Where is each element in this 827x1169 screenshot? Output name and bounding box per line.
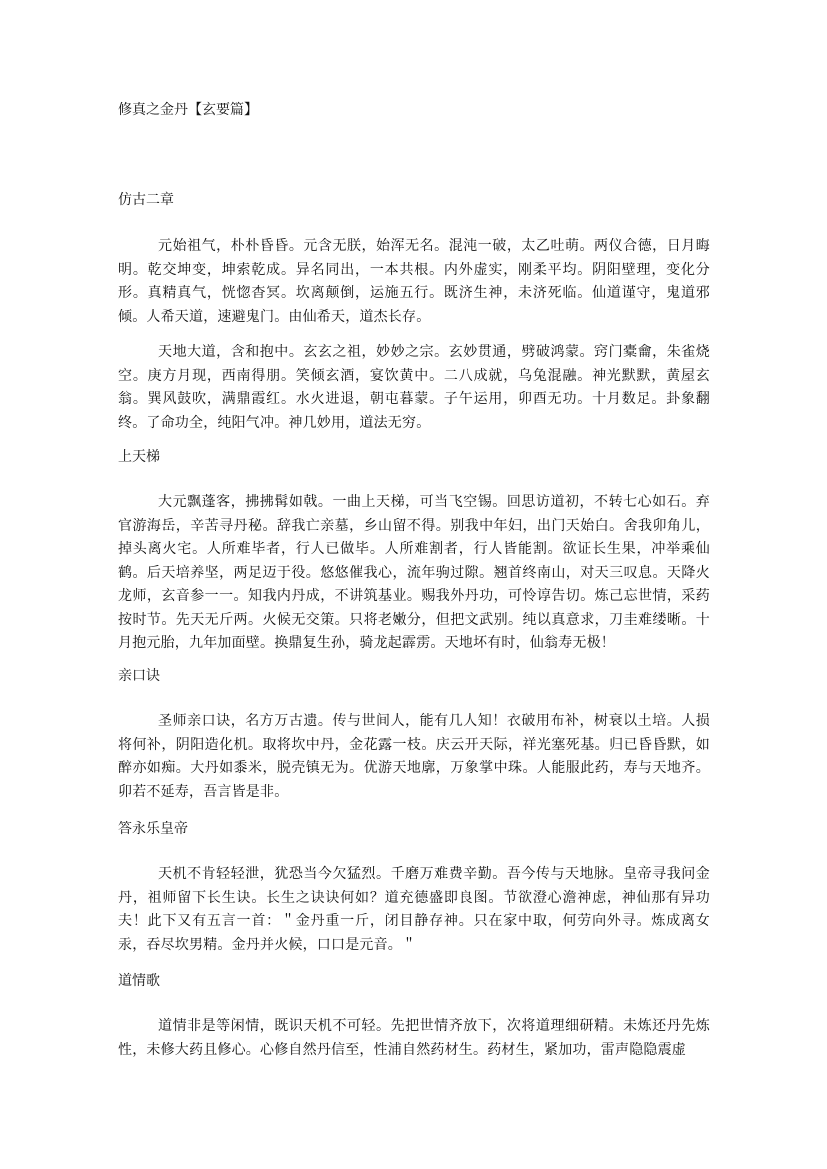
section-heading-shang-tianti: 上天梯 bbox=[118, 449, 160, 465]
paragraph: 天地大道，含和抱中。玄玄之祖，妙妙之宗。玄妙贯通，劈破鸿蒙。窍门橐龠，朱雀烧空。庚方月现，西南得朋。笑倾玄酒，宴饮黄中。二八成就，乌兔混融。神光默默，黄屋玄翁。巽风鼓吹，满鼎霞红。水火进退，朝屯暮蒙。子午运用，卯酉无功。十月数足。卦象翻终。了命功全，纯阳气冲。神几妙用，道法无穷。 bbox=[118, 344, 710, 431]
paragraph: 天机不肯轻轻泄，犹恐当今欠猛烈。千磨万难费辛勤。吾今传与天地脉。皇帝寻我问金丹，祖师留下长生诀。长生之诀诀何如？道充德盛即良图。节欲澄心澹神虑，神仙那有异功夫！此下又有五言一首：＂金丹重一斤，闭目静存神。只在家中取，何劳向外寻。炼成离女汞，吞尽坎男精。金丹并火候，口口是元音。＂ bbox=[118, 866, 710, 953]
paragraph: 圣师亲口诀，名方万古遗。传与世间人，能有几人知！衣破用布补，树衰以土培。人损将何补，阴阳造化机。取将坎中丹，金花露一枝。庆云开天际，祥光塞死基。归已昏昏默，如醉亦如痴。大丹如黍米，脱壳镇无为。优游天地廓，万象掌中珠。人能服此药，寿与天地齐。卯若不延寿，吾言皆是非。 bbox=[118, 713, 710, 800]
section-heading-qinkou-jue: 亲口诀 bbox=[118, 668, 160, 684]
section-heading-da-yongle-huangdi: 答永乐皇帝 bbox=[118, 821, 188, 837]
paragraph: 道情非是等闲情，既识天机不可轻。先把世情齐放下，次将道理细研精。未炼还丹先炼性，未修大药且修心。心修自然丹信至，性浦自然药材生。药材生，紧加功，雷声隐隐震虚 bbox=[118, 1018, 710, 1058]
document-title: 修真之金丹【玄要篇】 bbox=[118, 102, 258, 118]
paragraph: 大元飘蓬客，拂拂髯如戟。一曲上天梯，可当飞空锡。回思访道初，不转七心如石。弃官游海岳，辛苦寻丹秘。辞我亡亲墓，乡山留不得。别我中年妇，出门天始白。舍我卯角儿，掉头离火宅。人所难毕者，行人已做毕。人所难割者，行人皆能割。欲证长生果，冲举乘仙鹤。后天培养坚，两足迈于役。悠悠催我心，流年驹过隙。翘首终南山，对天三叹息。天降火龙师，玄音参一一。知我内丹成，不讲筑基业。赐我外丹功，可怜谆告切。炼己忘世情，采药按时节。先天无斤两。火候无交策。只将老嫩分，但把文武别。纯以真意求，刀圭难缕晰。十月抱元胎，九年加面壁。换鼎复生孙，骑龙起霹雳。天地坏有时，仙翁寿无极！ bbox=[118, 494, 710, 651]
section-heading-fanggu-erzhang: 仿古二章 bbox=[118, 192, 174, 208]
paragraph: 元始祖气，朴朴昏昏。元含无朕，始浑无名。混沌一破，太乙吐萌。两仪合德，日月晦明。乾交坤变，坤索乾成。异名同出，一本共根。内外虚实，刚柔平均。阴阳壁理，变化分形。真精真气，恍惚杳冥。坎离颠倒，运施五行。既济生神，未济死临。仙道谨守，鬼道邪倾。人希天道，速避鬼门。由仙希天，道杰长存。 bbox=[118, 238, 710, 325]
section-heading-daoqing-ge: 道情歌 bbox=[118, 973, 160, 989]
